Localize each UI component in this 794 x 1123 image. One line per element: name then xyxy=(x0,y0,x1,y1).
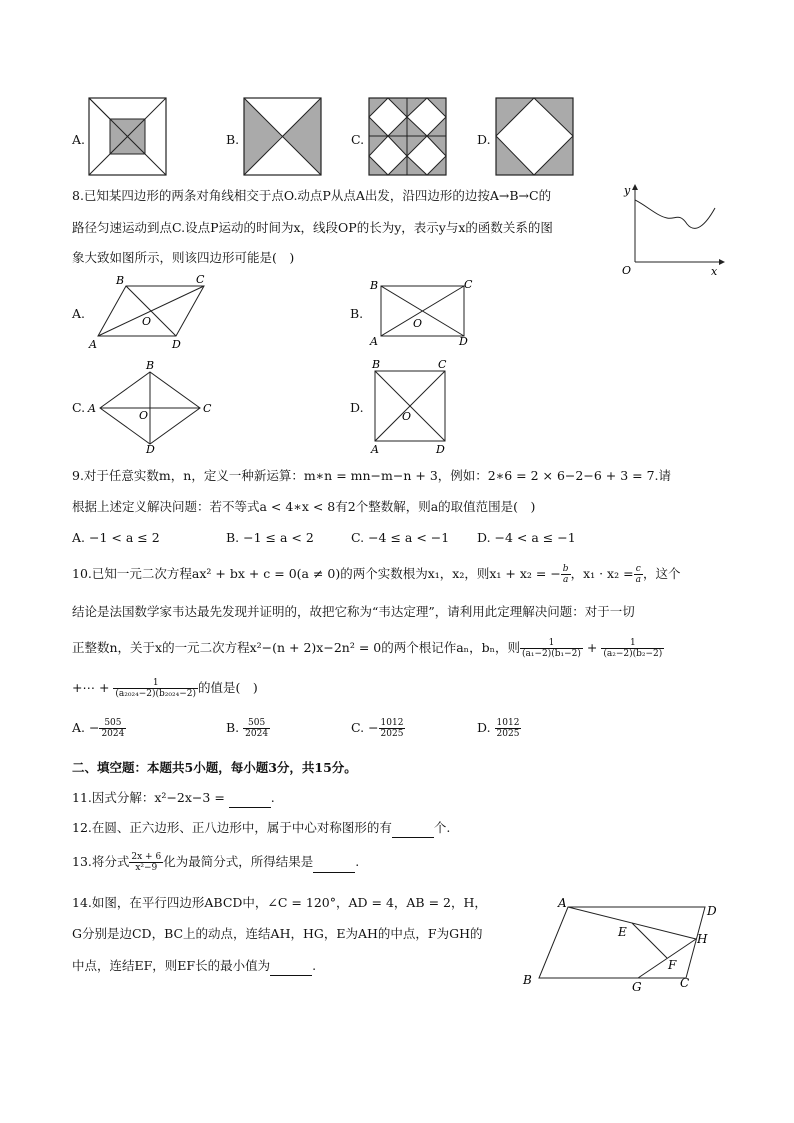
svg-text:D: D xyxy=(707,904,717,918)
svg-text:O: O xyxy=(413,317,423,330)
svg-text:D: D xyxy=(172,338,181,351)
svg-text:D: D xyxy=(146,443,155,454)
q14-line-3: 中点，连结EF，则EF长的最小值为 . xyxy=(72,956,316,976)
svg-text:E: E xyxy=(618,925,627,939)
svg-text:B: B xyxy=(372,358,381,371)
q10-option-a: A. − $\frac{505}{2024}$ xyxy=(72,718,125,739)
q7-option-d-figure xyxy=(495,97,575,177)
svg-text:B: B xyxy=(116,274,125,287)
q8-option-b-figure xyxy=(366,272,482,350)
q9-option-d: D. −4 < a ≤ −1 xyxy=(477,530,576,545)
q14-parallelogram-figure xyxy=(518,895,728,995)
q8-line-3: 象大致如图所示，则该四边形可能是( ) xyxy=(72,250,295,265)
svg-text:D: D xyxy=(436,443,445,454)
q10-line-4: +⋯ + $\frac{1}{\text{(a₂₀₂₄−2)(b₂₀₂₄−2)}}$ 的值是( ) xyxy=(72,678,258,699)
q9-line-2: 根据上述定义解决问题：若不等式a < 4∗x < 8有2个整数解，则a的取值范围是( ) xyxy=(72,499,536,514)
q12: 12.在圆、正六边形、正八边形中，属于中心对称图形的有 个. xyxy=(72,818,450,838)
svg-text:O: O xyxy=(402,410,412,423)
svg-text:O: O xyxy=(142,315,152,328)
q10-line-1: 10.已知一元二次方程ax² + bx + c = 0(a ≠ 0)的两个实数根为x₁，x₂，则x₁ + x₂ = − $\frac{b}{a}$ ，x₁ · x₂ = $\frac{c}{a}$ ，这个 xyxy=(72,564,681,585)
q8-option-c-figure xyxy=(86,358,216,454)
q13: 13.将分式 $\frac{2x + 6}{\text{x²−9}}$ 化为最简分式，所得结果是 . xyxy=(72,852,360,873)
q7-option-c-figure xyxy=(368,97,448,177)
svg-text:B: B xyxy=(146,359,155,372)
svg-text:C: C xyxy=(196,273,205,286)
svg-text:C: C xyxy=(203,402,212,415)
q12-answer-blank[interactable] xyxy=(392,823,434,838)
section-2-title: 二、填空题：本题共5小题，每小题3分，共15分。 xyxy=(72,760,357,775)
q9-option-a: A. −1 < a ≤ 2 xyxy=(72,530,160,545)
svg-text:H: H xyxy=(697,932,708,946)
q7-option-c-label: C. xyxy=(351,132,365,147)
svg-text:A: A xyxy=(558,896,567,910)
q9-option-b: B. −1 ≤ a < 2 xyxy=(226,530,314,545)
q8-line-1: 8.已知某四边形的两条对角线相交于点O.动点P从点A出发，沿四边形的边按A→B→C的 xyxy=(72,188,552,203)
svg-text:C: C xyxy=(680,976,690,990)
svg-text:D: D xyxy=(459,335,468,348)
q9-option-c: C. −4 ≤ a < −1 xyxy=(351,530,450,545)
q8-function-graph xyxy=(615,182,725,278)
q8-option-a-figure xyxy=(86,270,216,352)
q10-option-c: C. − $\frac{1012}{2025}$ xyxy=(351,718,404,739)
svg-text:G: G xyxy=(632,980,642,994)
q8-option-a-label: A. xyxy=(72,306,86,321)
q10-line-2: 结论是法国数学家韦达最先发现并证明的，故把它称为“韦达定理”，请利用此定理解决问题：对于一切 xyxy=(72,604,635,619)
svg-text:A: A xyxy=(371,443,379,454)
svg-text:A: A xyxy=(88,402,96,415)
svg-text:O: O xyxy=(139,409,149,422)
q8-option-c-label: C. xyxy=(72,400,86,415)
q13-answer-blank[interactable] xyxy=(313,858,355,873)
q7-option-a-figure xyxy=(88,97,168,177)
svg-text:B: B xyxy=(523,973,532,987)
q7-option-b-label: B. xyxy=(226,132,240,147)
q11-answer-blank[interactable] xyxy=(229,793,271,808)
q11: 11.因式分解：x²−2x−3 = . xyxy=(72,788,275,808)
q14-line-1: 14.如图，在平行四边形ABCD中，∠C = 120°，AD = 4，AB = 2，H， xyxy=(72,895,487,910)
graph-y-label: y xyxy=(624,184,631,197)
q10-option-b: B. $\frac{505}{2024}$ xyxy=(226,718,269,739)
svg-text:F: F xyxy=(668,958,677,972)
graph-origin-label: O xyxy=(622,264,632,277)
q8-line-2: 路径匀速运动到点C.设点P运动的时间为x，线段OP的长为y，表示y与x的函数关系的图 xyxy=(72,220,553,235)
q9-line-1: 9.对于任意实数m，n，定义一种新运算：m∗n = mn−m−n + 3，例如：2∗6 = 2 × 6−2−6 + 3 = 7.请 xyxy=(72,468,671,483)
svg-text:A: A xyxy=(89,338,97,351)
svg-text:C: C xyxy=(438,358,447,371)
q14-line-2: G分别是边CD，BC上的动点，连结AH，HG，E为AH的中点，F为GH的 xyxy=(72,926,483,941)
svg-text:A: A xyxy=(370,335,378,348)
q10-option-d: D. $\frac{1012}{2025}$ xyxy=(477,718,520,739)
svg-text:C: C xyxy=(464,278,473,291)
svg-text:B: B xyxy=(370,279,379,292)
q7-option-a-label: A. xyxy=(72,132,86,147)
q7-option-d-label: D. xyxy=(477,132,491,147)
graph-x-label: x xyxy=(711,265,718,278)
q14-answer-blank[interactable] xyxy=(270,961,312,976)
q8-option-b-label: B. xyxy=(350,306,364,321)
q8-option-d-label: D. xyxy=(350,400,364,415)
q8-option-d-figure xyxy=(366,356,466,454)
q10-line-3: 正整数n，关于x的一元二次方程x²−(n + 2)x−2n² = 0的两个根记作aₙ，bₙ，则 $\frac{1}{\text{(a₁−2)(b₁−2)}}$ + $\frac{1}{\text{(a₂−2)(b₂−2)}}$ xyxy=(72,638,663,659)
q7-option-b-figure xyxy=(243,97,323,177)
